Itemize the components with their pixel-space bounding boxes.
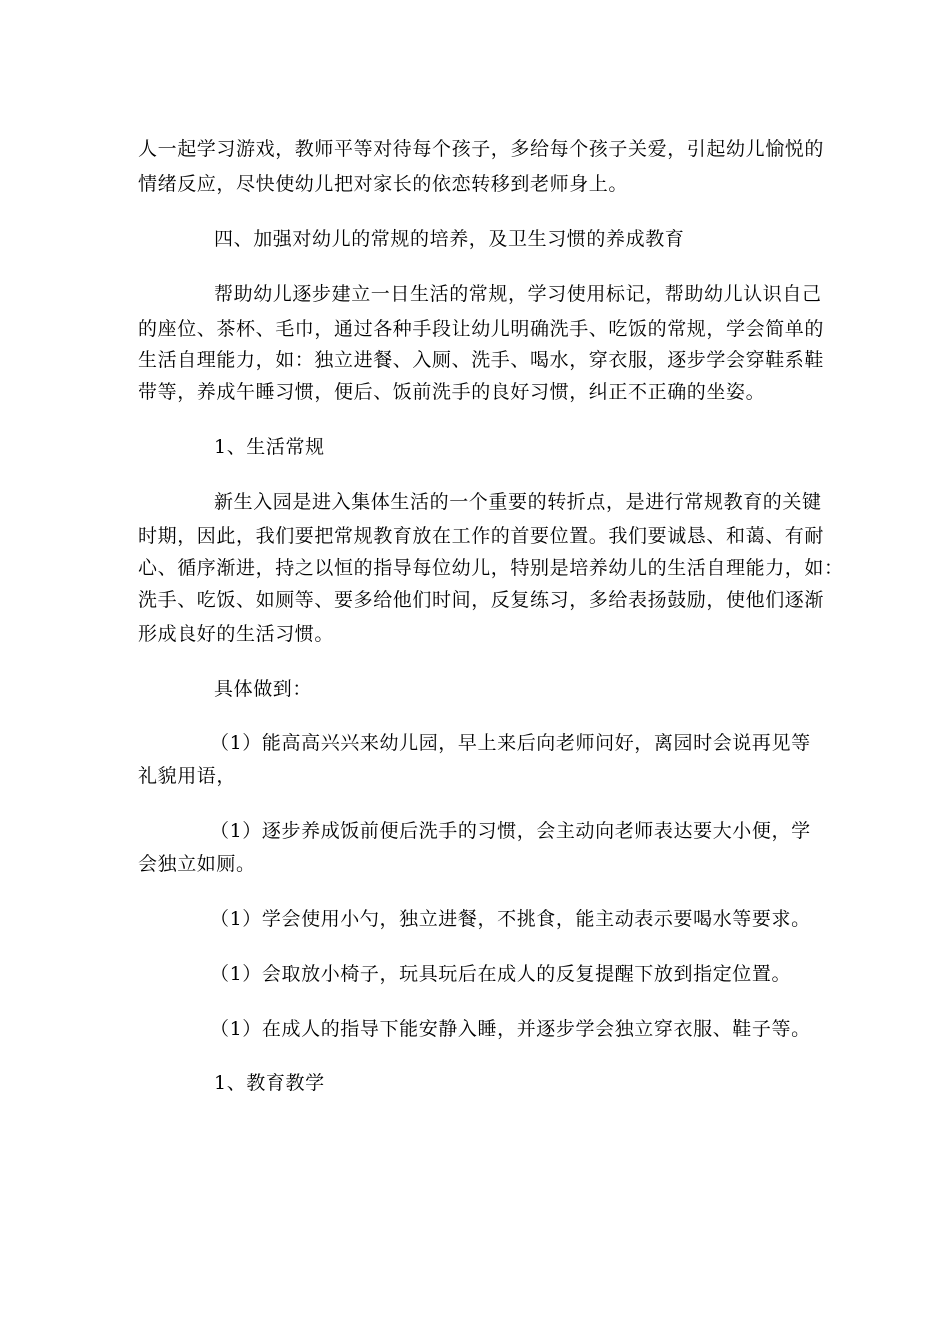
paragraph-line: 心、循序渐进，持之以恒的指导每位幼儿，特别是培养幼儿的生活自理能力，如：	[138, 557, 844, 579]
paragraph-line: 人一起学习游戏，教师平等对待每个孩子，多给每个孩子关爱，引起幼儿愉悦的	[138, 138, 825, 160]
paragraph-line: 的座位、茶杯、毛巾，通过各种手段让幼儿明确洗手、吃饭的常规，学会简单的	[138, 318, 825, 340]
paragraph-line: 生活自理能力，如：独立进餐、入厕、洗手、喝水，穿衣服，逐步学会穿鞋系鞋	[138, 349, 825, 371]
subsection-heading: 1、生活常规	[214, 436, 325, 458]
paragraph-line: 洗手、吃饭、如厕等、要多给他们时间，反复练习，多给表扬鼓励，使他们逐渐	[138, 589, 825, 611]
subsection-heading: 1、教育教学	[214, 1072, 325, 1094]
list-item-continuation: 会独立如厕。	[138, 853, 256, 875]
list-item-continuation: 礼貌用语，	[138, 765, 237, 787]
paragraph-line: 时期，因此，我们要把常规教育放在工作的首要位置。我们要诚恳、和蔼、有耐	[138, 525, 825, 547]
paragraph-line: 形成良好的生活习惯。	[138, 623, 335, 645]
section-heading: 四、加强对幼儿的常规的培养，及卫生习惯的养成教育	[214, 228, 685, 250]
list-item: （1）在成人的指导下能安静入睡，并逐步学会独立穿衣服、鞋子等。	[210, 1018, 811, 1040]
paragraph-line: 具体做到：	[214, 678, 313, 700]
paragraph-line: 新生入园是进入集体生活的一个重要的转折点，是进行常规教育的关键	[214, 491, 822, 513]
list-item: （1）会取放小椅子，玩具玩后在成人的反复提醒下放到指定位置。	[210, 963, 792, 985]
paragraph-line: 帮助幼儿逐步建立一日生活的常规，学习使用标记，帮助幼儿认识自己	[214, 283, 822, 305]
paragraph-line: 带等，养成午睡习惯，便后、饭前洗手的良好习惯，纠正不正确的坐姿。	[138, 381, 766, 403]
list-item: （1）逐步养成饭前便后洗手的习惯，会主动向老师表达要大小便，学	[210, 820, 811, 842]
list-item: （1）学会使用小勺，独立进餐，不挑食，能主动表示要喝水等要求。	[210, 908, 811, 930]
list-item: （1）能高高兴兴来幼儿园，早上来后向老师问好，离园时会说再见等	[210, 732, 811, 754]
paragraph-line: 情绪反应，尽快使幼儿把对家长的依恋转移到老师身上。	[138, 173, 629, 195]
